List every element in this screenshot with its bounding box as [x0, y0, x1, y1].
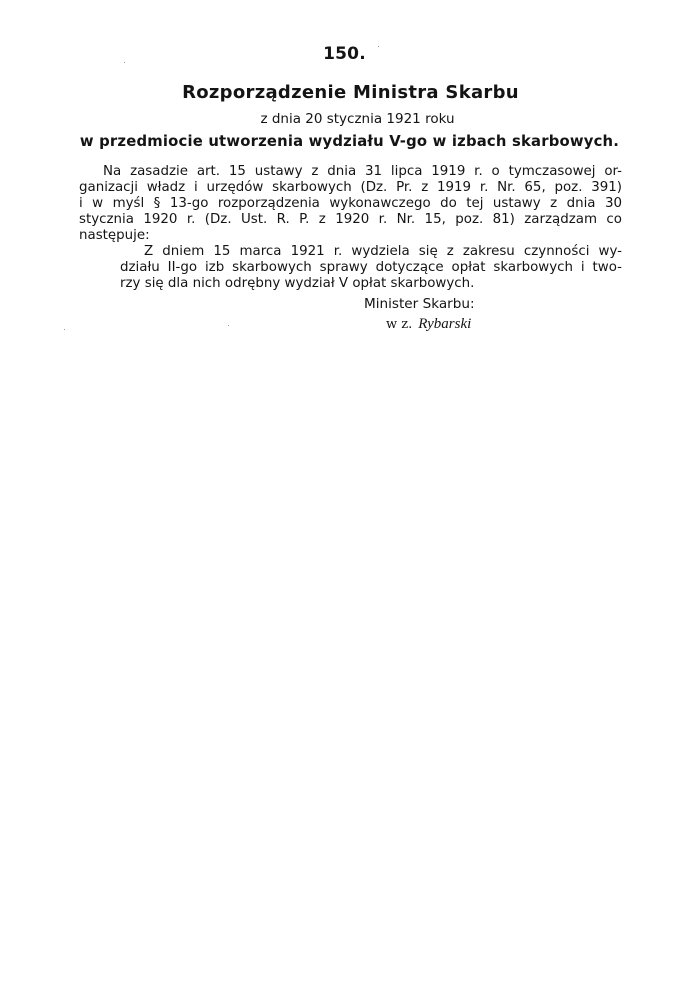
- scan-speck: [124, 62, 125, 63]
- paragraph1-line-2: ganizacji władz i urzędów skarbowych (Dz. Pr. z 1919 r. Nr. 65, poz. 391): [79, 180, 622, 195]
- paragraph1-line-1: Na zasadzie art. 15 ustawy z dnia 31 lipca 1919 r. o tymczasowej or-: [103, 164, 622, 179]
- document-title: Rozporządzenie Ministra Skarbu: [182, 82, 519, 103]
- paragraph2-line-3: rzy się dla nich odrębny wydział V opłat skarbowych.: [120, 276, 475, 291]
- document-date: z dnia 20 stycznia 1921 roku: [260, 111, 455, 127]
- signature-block: [386, 316, 471, 333]
- scan-speck: [378, 46, 379, 47]
- scan-speck: [64, 329, 65, 330]
- signature-name: Rybarski: [418, 316, 472, 332]
- paragraph1-line-3: i w myśl § 13-go rozporządzenia wykonawczego do tej ustawy z dnia 30: [79, 196, 622, 211]
- paragraph1-line-4: stycznia 1920 r. (Dz. Ust. R. P. z 1920 r. Nr. 15, poz. 81) zarządzam co: [79, 212, 622, 227]
- paragraph2-line-1: Z dniem 15 marca 1921 r. wydziela się z zakresu czynności wy-: [144, 244, 622, 259]
- document-number: 150.: [323, 44, 366, 64]
- signature-prefix: w z.: [386, 317, 413, 332]
- paragraph1-line-5: następuje:: [79, 228, 150, 243]
- document-subject: w przedmiocie utworzenia wydziału V-go w izbach skarbowych.: [79, 133, 620, 150]
- signature-title: Minister Skarbu:: [364, 296, 475, 312]
- paragraph2-line-2: działu II-go izb skarbowych sprawy dotyczące opłat skarbowych i two-: [120, 260, 622, 275]
- scan-speck: [228, 325, 229, 326]
